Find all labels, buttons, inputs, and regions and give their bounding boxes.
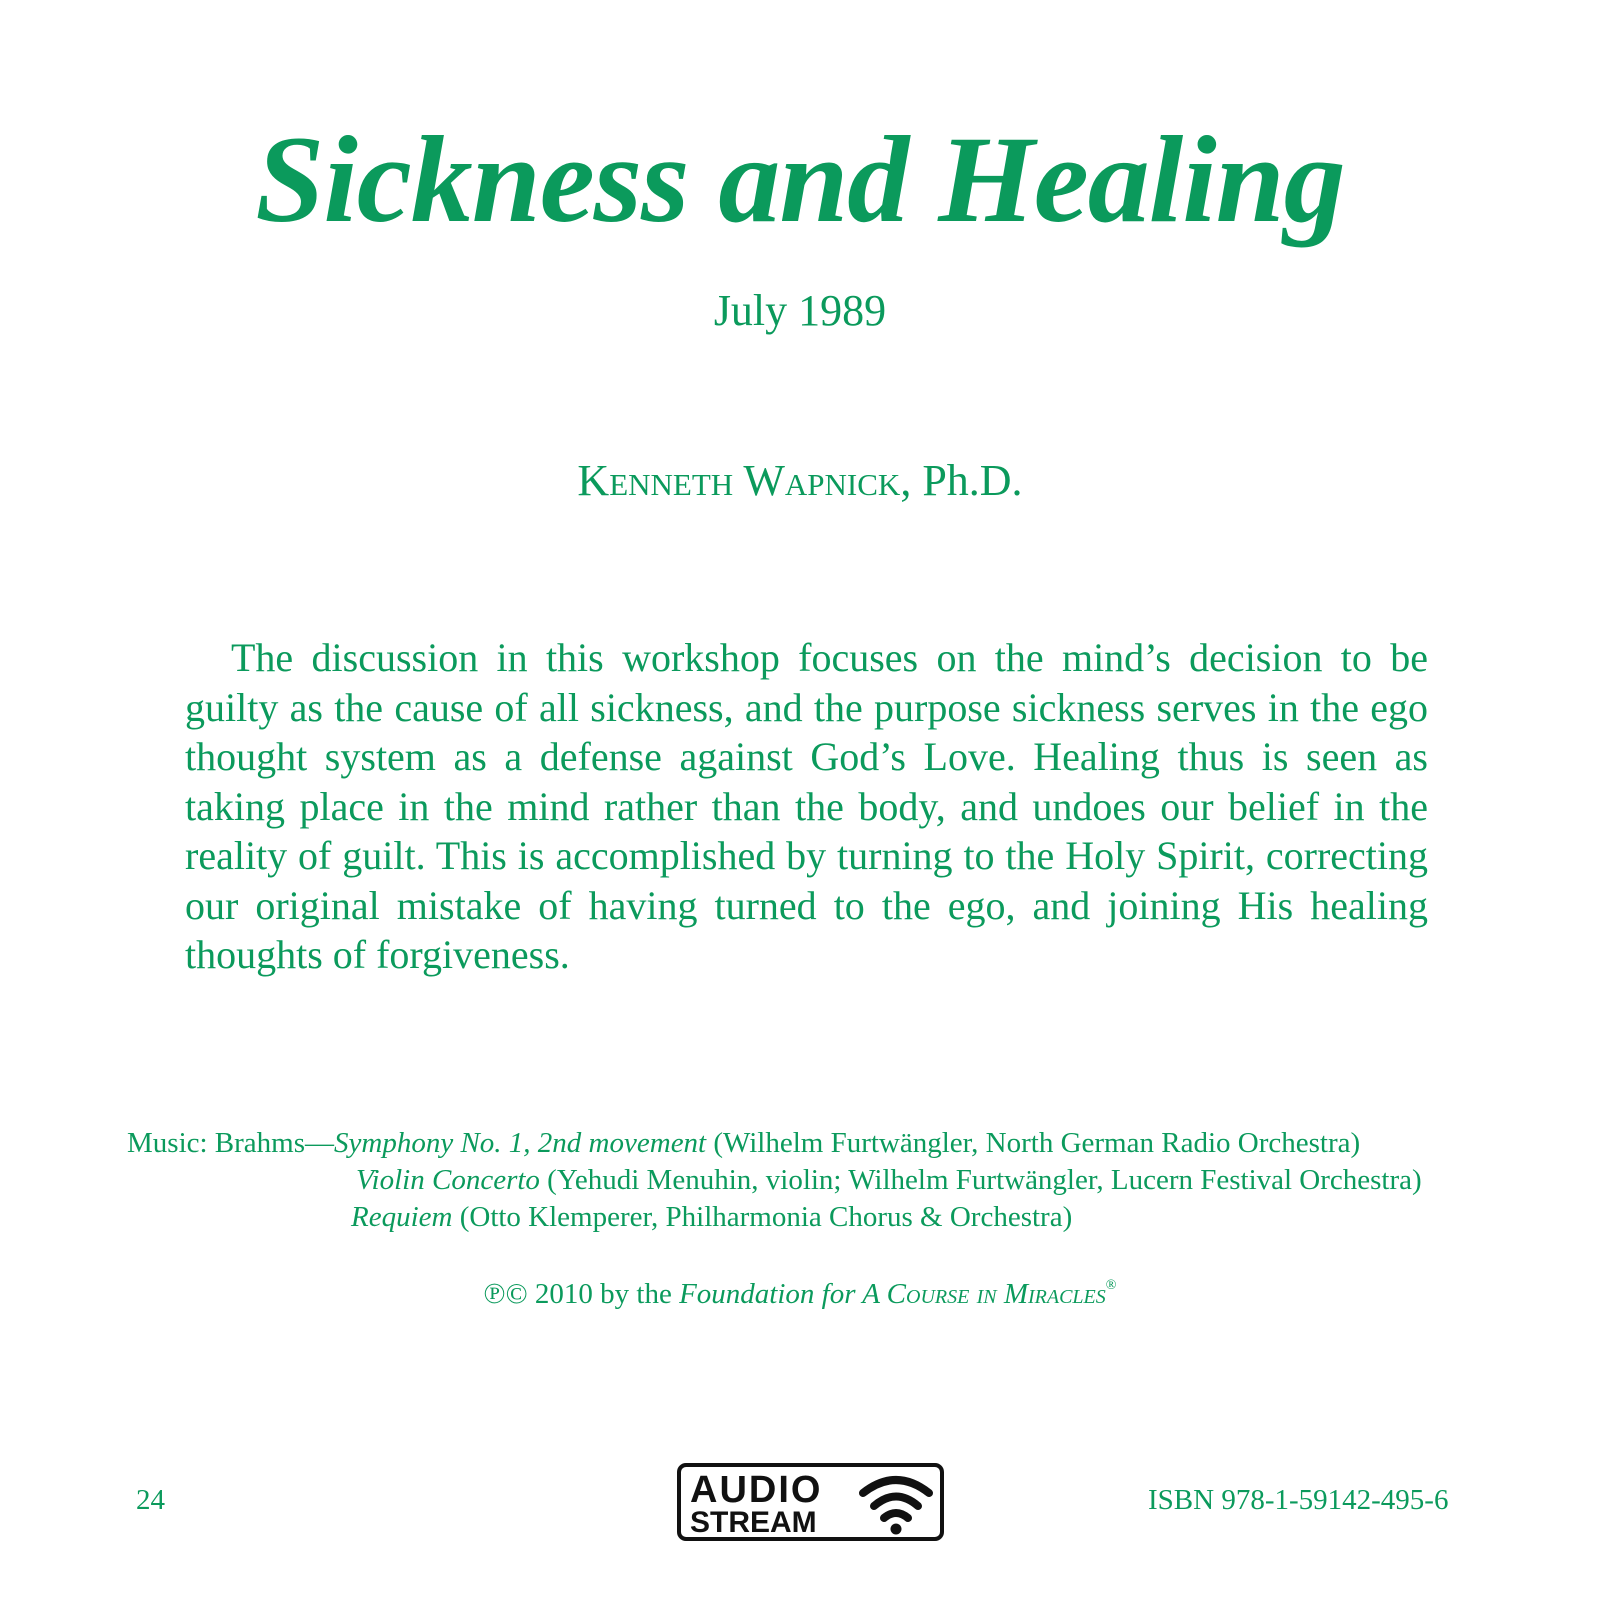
copyright-prefix: ℗© 2010 by the <box>483 1278 680 1310</box>
author-suffix: , Ph.D. <box>900 456 1023 505</box>
page-number: 24 <box>136 1484 165 1516</box>
registered-mark: ® <box>1105 1278 1117 1293</box>
music-credit-line-3 <box>351 1200 1072 1235</box>
music-performers: (Wilhelm Furtwängler, North German Radio Orchestra) <box>706 1127 1361 1159</box>
music-performers: (Otto Klemperer, Philharmonia Chorus & Orchestra) <box>452 1201 1073 1233</box>
music-work-title: Requiem <box>351 1201 453 1233</box>
music-work-title: Symphony No. 1, 2nd movement <box>334 1127 707 1159</box>
audio-stream-logo-text <box>690 1471 822 1538</box>
logo-line-audio: AUDIO <box>690 1469 823 1511</box>
wifi-icon <box>857 1471 935 1535</box>
music-credit-line-2 <box>356 1163 1422 1198</box>
author-name: Kenneth Wapnick <box>577 456 901 505</box>
copyright-org-caps: Course in Miracles <box>886 1278 1106 1310</box>
date-label: July 1989 <box>713 286 887 335</box>
copyright-org <box>679 1278 1106 1310</box>
isbn-label: ISBN 978-1-59142-495-6 <box>1148 1484 1449 1516</box>
logo-line-stream: STREAM <box>690 1506 817 1539</box>
description-paragraph: The discussion in this workshop focuses on the mind’s decision to be guilty as the cause of all sickness, and the purpose sickness serves in the ego thought system as a defense against God’s Love. Healing thus is seen as taking place in the mind rather than the body, and undoes our belief in the reality of guilt. This is accomplished by turning to the Holy Spirit, correcting our original mistake of having turned to the ego, and joining His healing thoughts of forgiveness. <box>185 635 1428 977</box>
author-line <box>0 455 1600 506</box>
copyright-line <box>0 1278 1600 1311</box>
music-work-title: Violin Concerto <box>356 1164 540 1196</box>
music-credit-line-1 <box>127 1126 1360 1161</box>
copyright-org-italic: Foundation for A <box>679 1278 887 1310</box>
page-title: Sickness and Healing <box>255 111 1345 248</box>
music-prefix: Music: Brahms— <box>127 1127 335 1159</box>
audio-stream-logo <box>677 1463 944 1541</box>
music-performers: (Yehudi Menuhin, violin; Wilhelm Furtwängler, Lucern Festival Orchestra) <box>539 1164 1422 1196</box>
